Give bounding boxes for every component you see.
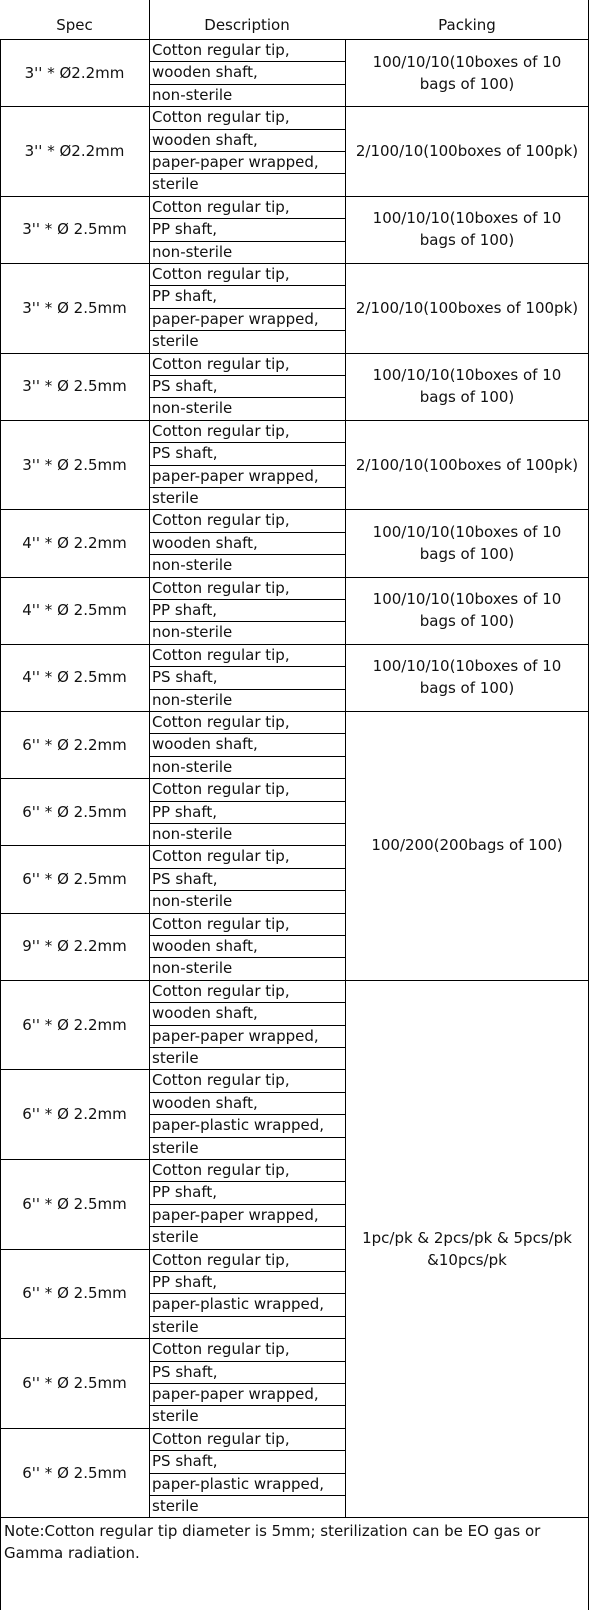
grid-line — [149, 599, 345, 600]
grid-line — [149, 1226, 345, 1227]
grid-line — [0, 711, 345, 712]
grid-line — [0, 39, 1, 1517]
description-line: PP shaft, — [152, 1183, 218, 1202]
grid-line — [149, 1002, 345, 1003]
description-line: Cotton regular tip, — [152, 847, 290, 866]
description-line: PS shaft, — [152, 377, 218, 395]
grid-line — [149, 442, 345, 443]
spec-cell: 6'' * Ø 2.2mm — [22, 1105, 127, 1124]
grid-line — [0, 1338, 345, 1339]
description-line: non-sterile — [152, 690, 233, 709]
grid-line — [149, 129, 345, 130]
description-line: wooden shaft, — [152, 937, 258, 955]
grid-line — [345, 353, 589, 354]
grid-line — [0, 1069, 345, 1070]
description-line: wooden shaft, — [152, 735, 258, 754]
grid-line — [345, 39, 346, 1517]
grid-line — [149, 465, 345, 466]
description-line: paper-plastic wrapped, — [152, 1116, 325, 1135]
grid-line — [149, 1047, 345, 1048]
grid-line — [149, 621, 345, 622]
description-line: Cotton regular tip, — [152, 1071, 290, 1090]
grid-line — [345, 196, 589, 197]
description-line: non-sterile — [152, 556, 233, 575]
description-line: PS shaft, — [152, 1362, 218, 1381]
description-line: sterile — [152, 1497, 199, 1515]
grid-line — [149, 1114, 345, 1115]
grid-line — [0, 1249, 345, 1250]
grid-line — [149, 375, 345, 376]
grid-line — [149, 532, 345, 533]
grid-line — [149, 397, 345, 398]
description-line: Cotton regular tip, — [152, 914, 290, 933]
grid-line — [345, 420, 589, 421]
grid-line — [588, 0, 589, 1517]
grid-line — [0, 39, 345, 40]
description-line: sterile — [152, 1138, 199, 1157]
grid-line — [149, 285, 345, 286]
description-line: Cotton regular tip, — [152, 1161, 290, 1179]
description-line: wooden shaft, — [152, 1093, 258, 1112]
description-line: non-sterile — [152, 242, 233, 261]
description-line: PP shaft, — [152, 220, 218, 239]
header-packing: Packing — [438, 15, 496, 34]
description-line: PP shaft, — [152, 802, 218, 821]
grid-line — [345, 644, 589, 645]
grid-line — [149, 689, 345, 690]
description-line: sterile — [152, 1049, 199, 1067]
grid-line — [0, 1159, 345, 1160]
description-line: Cotton regular tip, — [152, 197, 290, 216]
spec-cell: 4'' * Ø 2.2mm — [22, 533, 127, 552]
grid-line — [149, 61, 345, 62]
grid-line — [0, 644, 345, 645]
description-line: non-sterile — [152, 399, 233, 418]
grid-line — [149, 1293, 345, 1294]
description-line: paper-paper wrapped, — [152, 1205, 319, 1224]
description-line: paper-paper wrapped, — [152, 309, 319, 328]
packing-cell: 100/10/10(10boxes of 10 bags of 100) — [372, 522, 562, 563]
grid-line — [149, 1271, 345, 1272]
grid-line — [149, 1204, 345, 1205]
description-line: Cotton regular tip, — [152, 108, 290, 127]
description-line: Cotton regular tip, — [152, 1250, 290, 1269]
grid-line — [149, 1495, 345, 1496]
description-line: wooden shaft, — [152, 533, 258, 552]
description-line: Cotton regular tip, — [152, 1429, 290, 1448]
grid-line — [0, 577, 345, 578]
grid-line — [0, 1517, 1, 1610]
description-line: non-sterile — [152, 757, 233, 776]
grid-line — [0, 1428, 345, 1429]
grid-line — [0, 845, 345, 846]
description-line: sterile — [152, 332, 199, 351]
grid-line — [149, 957, 345, 958]
grid-line — [149, 1137, 345, 1138]
description-line: Cotton regular tip, — [152, 354, 290, 373]
packing-cell: 100/10/10(10boxes of 10 bags of 100) — [372, 657, 562, 698]
grid-line — [0, 913, 345, 914]
grid-line — [149, 1025, 345, 1026]
description-line: wooden shaft, — [152, 63, 258, 82]
description-line: Cotton regular tip, — [152, 265, 290, 283]
description-line: PS shaft, — [152, 668, 218, 687]
description-line: paper-paper wrapped, — [152, 1385, 319, 1403]
spec-cell: 3'' * Ø 2.5mm — [22, 455, 127, 474]
description-line: sterile — [152, 1317, 199, 1336]
description-line: Cotton regular tip, — [152, 578, 290, 597]
spec-cell: 6'' * Ø 2.2mm — [22, 1015, 127, 1034]
description-line: Cotton regular tip, — [152, 421, 290, 440]
header-description: Description — [204, 15, 290, 34]
spec-cell: 9'' * Ø 2.2mm — [22, 937, 127, 956]
packing-cell: 100/200(200bags of 100) — [371, 836, 563, 855]
grid-line — [149, 868, 345, 869]
spec-cell: 6'' * Ø 2.2mm — [22, 735, 127, 754]
grid-line — [149, 241, 345, 242]
packing-cell: 100/10/10(10boxes of 10 bags of 100) — [372, 209, 562, 250]
grid-line — [0, 263, 345, 264]
grid-line — [149, 1405, 345, 1406]
packing-cell: 100/10/10(10boxes of 10 bags of 100) — [372, 52, 562, 93]
spec-cell: 6'' * Ø 2.5mm — [22, 1284, 127, 1303]
grid-line — [149, 1450, 345, 1451]
description-line: Cotton regular tip, — [152, 713, 290, 731]
description-line: PP shaft, — [152, 1273, 218, 1291]
description-line: Cotton regular tip, — [152, 41, 290, 59]
grid-line — [149, 890, 345, 891]
description-line: paper-plastic wrapped, — [152, 1474, 325, 1493]
grid-line — [0, 420, 345, 421]
description-line: PP shaft, — [152, 287, 218, 306]
description-line: non-sterile — [152, 959, 233, 978]
grid-line — [149, 935, 345, 936]
description-line: PS shaft, — [152, 869, 218, 888]
grid-line — [149, 1092, 345, 1093]
grid-line — [149, 733, 345, 734]
grid-line — [149, 308, 345, 309]
grid-line — [0, 196, 345, 197]
grid-line — [0, 778, 345, 779]
description-line: Cotton regular tip, — [152, 780, 290, 799]
packing-cell: 2/100/10(100boxes of 100pk) — [355, 141, 579, 160]
grid-line — [345, 106, 589, 107]
grid-line — [149, 0, 150, 1517]
spec-cell: 6'' * Ø 2.5mm — [22, 802, 127, 821]
grid-line — [345, 711, 589, 712]
grid-line — [149, 823, 345, 824]
grid-line — [149, 487, 345, 488]
grid-line — [149, 1181, 345, 1182]
grid-line — [149, 801, 345, 802]
description-line: paper-paper wrapped, — [152, 153, 319, 171]
packing-cell: 1pc/pk & 2pcs/pk & 5pcs/pk &10pcs/pk — [362, 1228, 572, 1269]
spec-cell: 6'' * Ø 2.5mm — [22, 869, 127, 888]
grid-line — [345, 509, 589, 510]
description-line: non-sterile — [152, 85, 233, 104]
grid-line — [149, 151, 345, 152]
description-line: Cotton regular tip, — [152, 511, 290, 530]
grid-line — [345, 39, 589, 40]
description-line: PS shaft, — [152, 1452, 218, 1471]
grid-line — [149, 218, 345, 219]
grid-line — [149, 1383, 345, 1384]
grid-line — [149, 1316, 345, 1317]
grid-line — [149, 1361, 345, 1362]
spec-cell: 6'' * Ø 2.5mm — [22, 1373, 127, 1392]
description-line: PP shaft, — [152, 601, 218, 619]
grid-line — [149, 666, 345, 667]
grid-line — [149, 1473, 345, 1474]
grid-line — [149, 84, 345, 85]
note-text: Note:Cotton regular tip diameter is 5mm; sterilization can be EO gas or Gamma radiation. — [4, 1522, 541, 1563]
description-line: non-sterile — [152, 623, 233, 642]
grid-line — [149, 330, 345, 331]
grid-line — [0, 980, 345, 981]
grid-line — [588, 1517, 589, 1610]
spec-cell: 4'' * Ø 2.5mm — [22, 668, 127, 687]
header-spec: Spec — [56, 15, 93, 34]
spec-cell: 3'' * Ø2.2mm — [24, 141, 125, 160]
grid-line — [149, 173, 345, 174]
description-line: PS shaft, — [152, 444, 218, 463]
spec-cell: 6'' * Ø 2.5mm — [22, 1194, 127, 1213]
grid-line — [345, 980, 589, 981]
description-line: wooden shaft, — [152, 130, 258, 149]
grid-line — [0, 353, 345, 354]
spec-cell: 3'' * Ø 2.5mm — [22, 220, 127, 239]
spec-cell: 6'' * Ø 2.5mm — [22, 1463, 127, 1482]
description-line: sterile — [152, 175, 199, 194]
description-line: paper-paper wrapped, — [152, 1026, 319, 1045]
grid-line — [0, 106, 345, 107]
description-line: paper-plastic wrapped, — [152, 1295, 325, 1314]
description-line: sterile — [152, 1228, 199, 1247]
packing-cell: 2/100/10(100boxes of 100pk) — [355, 455, 579, 474]
packing-cell: 2/100/10(100boxes of 100pk) — [355, 298, 579, 317]
packing-cell: 100/10/10(10boxes of 10 bags of 100) — [372, 366, 562, 407]
grid-line — [345, 263, 589, 264]
description-line: sterile — [152, 1407, 199, 1426]
spec-cell: 3'' * Ø2.2mm — [24, 63, 125, 82]
description-line: paper-paper wrapped, — [152, 466, 319, 485]
packing-cell: 100/10/10(10boxes of 10 bags of 100) — [372, 590, 562, 631]
description-line: Cotton regular tip, — [152, 1340, 290, 1359]
description-line: Cotton regular tip, — [152, 981, 290, 1000]
description-line: Cotton regular tip, — [152, 645, 290, 664]
description-line: sterile — [152, 489, 199, 507]
grid-line — [0, 509, 345, 510]
grid-line — [149, 756, 345, 757]
grid-line — [149, 554, 345, 555]
grid-line — [345, 577, 589, 578]
spec-cell: 3'' * Ø 2.5mm — [22, 298, 127, 317]
description-line: non-sterile — [152, 825, 233, 843]
spec-cell: 3'' * Ø 2.5mm — [22, 377, 127, 396]
description-line: non-sterile — [152, 892, 233, 911]
spec-cell: 4'' * Ø 2.5mm — [22, 601, 127, 620]
description-line: wooden shaft, — [152, 1004, 258, 1023]
